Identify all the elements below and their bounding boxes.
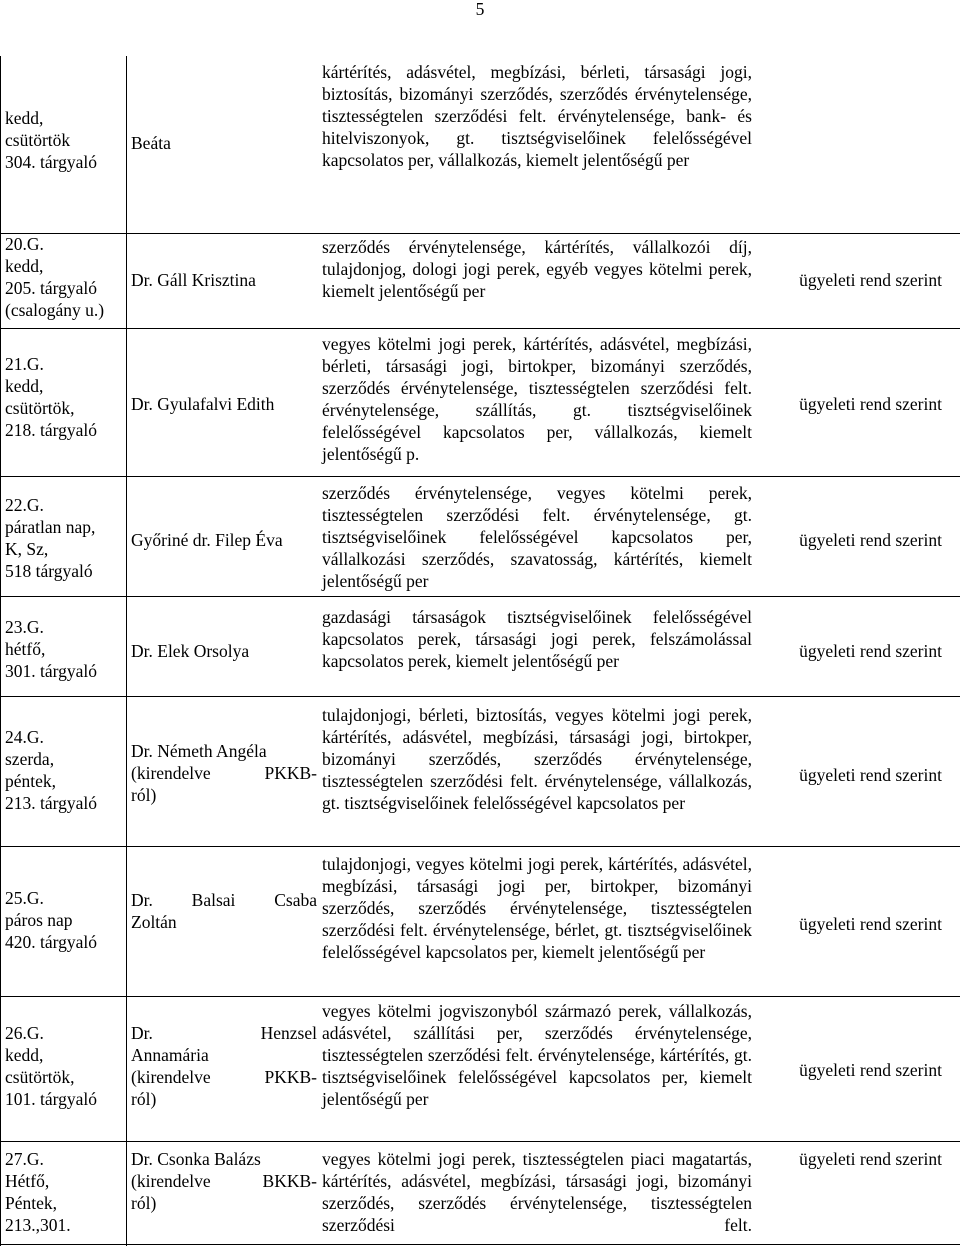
location-line: 27.G. bbox=[5, 1149, 44, 1169]
location-line: (csalogány u.) bbox=[5, 300, 105, 320]
location-line: 21.G. bbox=[5, 354, 44, 374]
row-divider bbox=[0, 596, 960, 597]
location-line: kedd, bbox=[5, 376, 44, 396]
location-line: K, Sz, bbox=[5, 539, 49, 559]
location-line: kedd, bbox=[5, 1045, 44, 1065]
case-types-cell: gazdasági társaságok tisztségviselőinek felelősségével kapcsolatos perek, társasági jogi perek, felszámolással kapcsolatos perek, kiemelt jelentőségű per bbox=[322, 607, 752, 671]
duty-schedule-cell: ügyeleti rend szerint bbox=[799, 270, 942, 290]
location-cell bbox=[5, 233, 109, 321]
column-divider bbox=[126, 56, 127, 1246]
location-line: szerda, bbox=[5, 749, 55, 769]
location-line: hétfő, bbox=[5, 639, 46, 659]
judge-assignment-note: ról) bbox=[131, 1193, 157, 1213]
location-line: péntek, bbox=[5, 771, 57, 791]
case-types-cell: szerződés érvénytelensége, kártérítés, vállalkozói díj, tulajdonjog, dologi jogi perek, egyéb vegyes kötelmi perek, kiemelt jelentőségű per bbox=[322, 237, 752, 301]
judge-cell bbox=[131, 640, 317, 662]
judge-name: Annamária bbox=[131, 1045, 209, 1065]
case-types-cell: tulajdonjogi, bérleti, biztosítás, vegyes kötelmi jogi perek, kártérítés, adásvétel, megbízási, társasági jogi, birtokper, bizományi szerződés, szerződés érvénytelensége, tisztességtelen szerződési felt. érvénytelensége, vállalkozás, gt. tisztségviselőinek felelősségével kapcsolatos per bbox=[322, 705, 752, 813]
case-types-cell: vegyes kötelmi jogi perek, kártérítés, adásvétel, megbízási, bérleti, társasági jogi, birtokper, bizományi szerződés, szerződés érvénytelensége, tisztességtelen szerződési felt. érvénytelensége, szállítás, gt. tisztségviselőinek felelősségével kapcsolatos per, vállalkozás, kiemelt jelentőségű p. bbox=[322, 334, 752, 464]
location-line: 218. tárgyaló bbox=[5, 420, 98, 440]
judge-cell bbox=[131, 393, 317, 415]
schedule-table bbox=[0, 56, 960, 1246]
page-number: 5 bbox=[475, 0, 485, 19]
judge-name: Dr. Németh Angéla bbox=[131, 741, 267, 761]
location-cell bbox=[5, 1148, 109, 1236]
judge-name: Beáta bbox=[131, 133, 171, 153]
case-types-cell: tulajdonjogi, vegyes kötelmi jogi perek, kártérítés, adásvétel, megbízási, társasági jogi per, birtokper, bizományi szerződés, szerződés érvénytelensége, tisztességtelen szerződési felt. érvénytelensége, bérlet, gt. tisztségviselőinek felelősségével kapcsolatos per, kiemelt jelentőségű per bbox=[322, 854, 752, 962]
judge-cell bbox=[131, 1148, 317, 1214]
duty-schedule-cell: ügyeleti rend szerint bbox=[799, 530, 942, 550]
location-line: kedd, bbox=[5, 108, 44, 128]
location-cell bbox=[5, 887, 109, 953]
judge-name: Dr. Csonka Balázs bbox=[131, 1149, 261, 1169]
location-line: 20.G. bbox=[5, 234, 44, 254]
location-line: 25.G. bbox=[5, 888, 44, 908]
location-cell bbox=[5, 494, 109, 582]
location-cell bbox=[5, 616, 109, 682]
row-divider bbox=[0, 996, 960, 997]
judge-name: Győriné dr. Filep Éva bbox=[131, 530, 283, 550]
location-line: 518 tárgyaló bbox=[5, 561, 93, 581]
judge-assignment-note: (kirendelve BKKB- bbox=[131, 1171, 317, 1191]
location-line: csütörtök bbox=[5, 130, 71, 150]
location-line: 23.G. bbox=[5, 617, 44, 637]
location-line: csütörtök, bbox=[5, 1067, 75, 1087]
judge-assignment-note: ról) bbox=[131, 1089, 157, 1109]
table-border-left bbox=[0, 56, 1, 1246]
judge-cell bbox=[131, 132, 317, 154]
judge-name: Zoltán bbox=[131, 912, 177, 932]
row-divider bbox=[0, 846, 960, 847]
judge-name: Dr. Balsai Csaba bbox=[131, 890, 317, 910]
location-line: 22.G. bbox=[5, 495, 44, 515]
location-cell bbox=[5, 1022, 109, 1110]
location-line: 24.G. bbox=[5, 727, 44, 747]
judge-cell bbox=[131, 269, 317, 291]
row-divider bbox=[0, 233, 960, 234]
location-line: 205. tárgyaló bbox=[5, 278, 98, 298]
case-types-cell: vegyes kötelmi jogi perek, tisztességtelen piaci magatartás, kártérítés, adásvétel, megbízási, társasági jogi, bizományi szerződés, szerződés érvénytelensége, tisztességtelen szerződési felt. bbox=[322, 1149, 752, 1235]
duty-schedule-cell: ügyeleti rend szerint bbox=[799, 765, 942, 785]
row-divider bbox=[0, 476, 960, 477]
location-line: páros nap bbox=[5, 910, 73, 930]
table-border-bottom bbox=[0, 1244, 960, 1245]
judge-name: Dr. Elek Orsolya bbox=[131, 641, 250, 661]
duty-schedule-cell: ügyeleti rend szerint bbox=[799, 1149, 942, 1169]
duty-schedule-cell: ügyeleti rend szerint bbox=[799, 394, 942, 414]
location-line: 213. tárgyaló bbox=[5, 793, 98, 813]
judge-assignment-note: (kirendelve PKKB- bbox=[131, 1067, 317, 1087]
location-line: 304. tárgyaló bbox=[5, 152, 98, 172]
case-types-cell: vegyes kötelmi jogviszonyból származó perek, vállalkozás, adásvétel, szállítási per, szerződés érvénytelensége, tisztességtelen szerződési felt. érvénytelensége, kártérítés, gt. tisztségviselőinek felelősségével kapcsolatos per, kiemelt jelentőségű per bbox=[322, 1001, 752, 1109]
judge-name: Dr. Gyulafalvi Edith bbox=[131, 394, 275, 414]
location-cell bbox=[5, 107, 109, 173]
location-line: Péntek, bbox=[5, 1193, 58, 1213]
judge-assignment-note: ról) bbox=[131, 785, 157, 805]
duty-schedule-cell: ügyeleti rend szerint bbox=[799, 641, 942, 661]
judge-name: Dr. Henzsel bbox=[131, 1023, 317, 1043]
row-divider bbox=[0, 328, 960, 329]
duty-schedule-cell: ügyeleti rend szerint bbox=[799, 914, 942, 934]
location-line: csütörtök, bbox=[5, 398, 75, 418]
case-types-cell: kártérítés, adásvétel, megbízási, bérleti, társasági jogi, biztosítás, bizományi szerződés, szerződés érvénytelensége, tisztességtelen szerződési felt. érvénytelensége, bank- és hitelviszonyok, gt. tisztségviselőinek felelősségével kapcsolatos per, vállalkozás, kiemelt jelentőségű per bbox=[322, 62, 752, 170]
duty-schedule-cell: ügyeleti rend szerint bbox=[799, 1060, 942, 1080]
judge-cell bbox=[131, 889, 317, 933]
location-line: páratlan nap, bbox=[5, 517, 96, 537]
case-types-cell: szerződés érvénytelensége, vegyes kötelmi perek, tisztességtelen szerződési felt. érvénytelensége, gt. tisztségviselőinek felelősségével kapcsolatos per, vállalkozási szerződés, szavatosság, kártérítés, kiemelt jelentőségű per bbox=[322, 483, 752, 591]
judge-name: Dr. Gáll Krisztina bbox=[131, 270, 256, 290]
row-divider bbox=[0, 696, 960, 697]
judge-cell bbox=[131, 1022, 317, 1110]
location-line: 26.G. bbox=[5, 1023, 44, 1043]
judge-assignment-note: (kirendelve PKKB- bbox=[131, 763, 317, 783]
location-cell bbox=[5, 353, 109, 441]
row-divider bbox=[0, 1141, 960, 1142]
location-line: kedd, bbox=[5, 256, 44, 276]
location-line: 101. tárgyaló bbox=[5, 1089, 98, 1109]
location-line: 420. tárgyaló bbox=[5, 932, 98, 952]
location-line: Hétfő, bbox=[5, 1171, 50, 1191]
judge-cell bbox=[131, 529, 317, 551]
judge-cell bbox=[131, 740, 317, 806]
location-cell bbox=[5, 726, 109, 814]
location-line: 301. tárgyaló bbox=[5, 661, 98, 681]
location-line: 213.,301. bbox=[5, 1215, 71, 1235]
